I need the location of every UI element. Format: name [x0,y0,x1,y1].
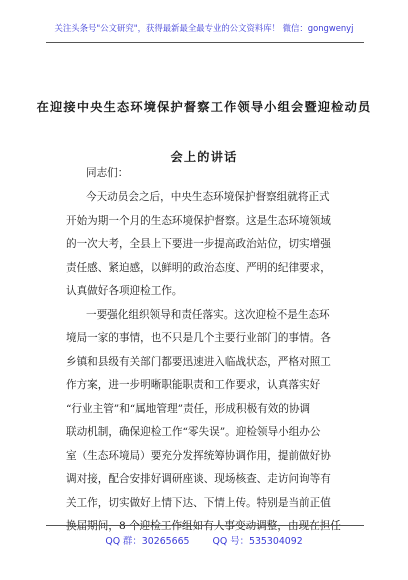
header-divider [46,42,364,43]
salutation-text: 同志们： [86,167,129,179]
body-line: 联动机制，确保迎检工作“零失误”。迎检领导小组办公 [66,426,321,438]
body-line: 开始为期一个月的生态环境保护督察。这是生态环境领域 [66,214,331,227]
body-line: 室（生态环境局）要充分发挥统筹协调作用，提前做好协 [66,449,331,462]
document-title-line-2: 会上的讲话 [170,150,238,164]
header-banner: 关注头条号"公文研究"，获得最新最全最专业的公文资料库！ 微信：gongwenyj [54,23,354,33]
body-line: 换届期间，8 个迎检工作组如有人事变动调整，由现在担任 [66,520,341,532]
footer-divider [46,525,364,526]
footer-qq-number: QQ 号：535304092 [212,536,303,547]
body-line: 认真做好各项迎检工作。 [66,285,183,297]
body-line: 关工作，切实做好上情下达、下情上传。特别是当前正值 [66,496,331,509]
body-line: 境局一家的事情，也不只是几个主要行业部门的事情。各 [66,332,331,344]
document-body [66,186,350,539]
footer [0,533,408,547]
body-line: 责任感、紧迫感，以鲜明的政治态度、严明的纪律要求， [66,261,331,274]
body-line: 作方案，进一步明晰职能职责和工作要求，认真落实好 [66,379,321,391]
body-line: 今天动员会之后，中央生态环境保护督察组就将正式 [86,191,330,203]
body-line: 的一次大考，全县上下要进一步提高政治站位，切实增强 [66,238,331,250]
body-line: 一要强化组织领导和责任落实。这次迎检不是生态环 [86,308,330,321]
body-line: 乡镇和县级有关部门都要迅速进入临战状态，严格对照工 [66,355,331,368]
body-line: “行业主管”和“属地管理”责任，形成积极有效的协调 [66,402,311,415]
document-title-line-1: 在迎接中央生态环境保护督察工作领导小组会暨迎检动员 [36,100,372,114]
salutation [66,162,350,186]
body-line: 调对接，配合安排好调研座谈、现场核查、走访问询等有 [66,473,331,485]
footer-qq-group: QQ 群：30265665 [105,536,190,547]
